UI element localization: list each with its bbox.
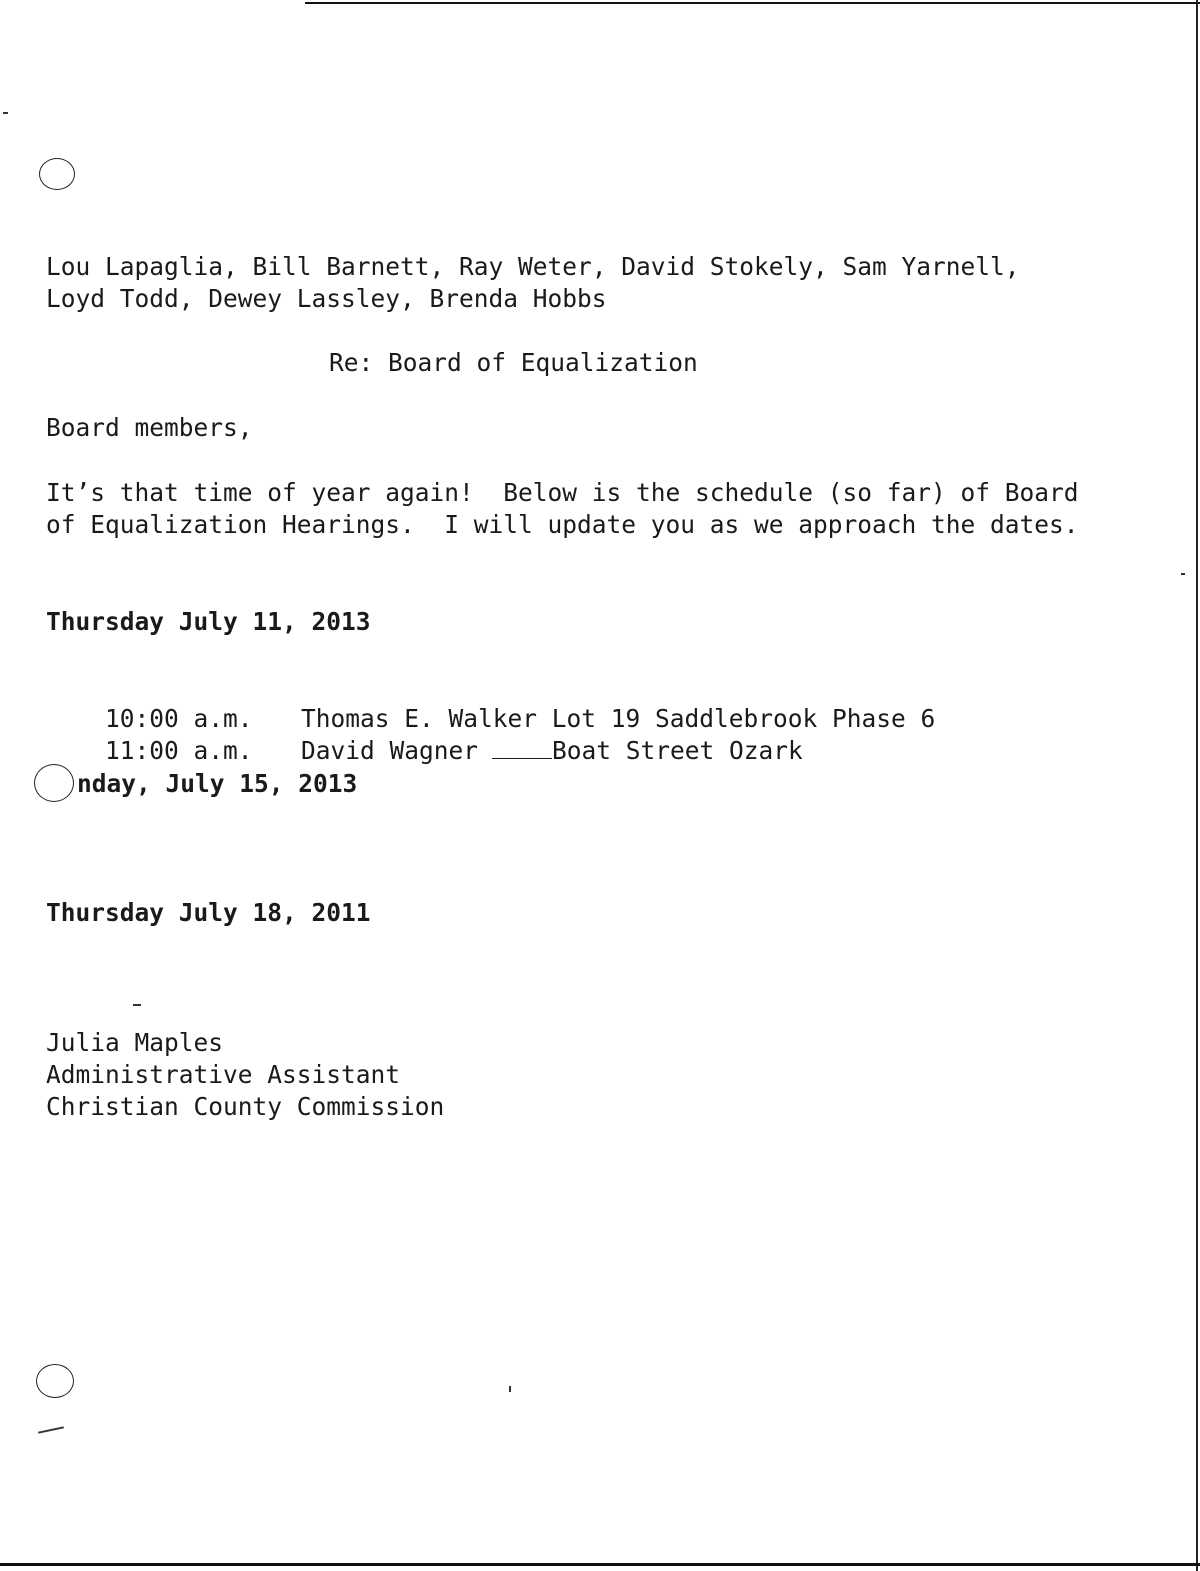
- scan-edge-right: [1196, 0, 1198, 1571]
- punch-hole-bottom: [36, 1364, 74, 1398]
- punch-hole-top: [39, 158, 75, 190]
- signature-name: Julia Maples: [46, 1028, 224, 1057]
- scan-edge-bottom: [0, 1563, 1200, 1566]
- body-line-1: It’s that time of year again! Below is the schedule (so far) of Board: [46, 478, 1079, 507]
- salutation: Board members,: [46, 413, 253, 442]
- signature-title: Administrative Assistant: [46, 1060, 401, 1089]
- scan-edge-top: [305, 2, 1200, 4]
- schedule-date-1: Thursday July 11, 2013: [46, 607, 371, 636]
- hearing-location: Boat Street Ozark: [552, 736, 803, 765]
- scan-speck: [133, 1004, 141, 1006]
- subject-line: Re: Board of Equalization: [329, 348, 698, 377]
- scan-speck: [3, 112, 8, 114]
- schedule-date-2: nday, July 15, 2013: [77, 769, 358, 798]
- scan-speck: [1181, 573, 1185, 575]
- scan-speck: [38, 1426, 64, 1433]
- hearing-time: 11:00 a.m.: [105, 736, 253, 765]
- scan-speck: [509, 1386, 511, 1392]
- recipients-line-2: Loyd Todd, Dewey Lassley, Brenda Hobbs: [46, 284, 607, 313]
- recipients-line-1: Lou Lapaglia, Bill Barnett, Ray Weter, David Stokely, Sam Yarnell,: [46, 252, 1020, 281]
- blank-fill-line: [492, 736, 552, 759]
- signature-organization: Christian County Commission: [46, 1092, 445, 1121]
- schedule-date-3: Thursday July 18, 2011: [46, 898, 371, 927]
- body-line-2: of Equalization Hearings. I will update you as we approach the dates.: [46, 510, 1079, 539]
- hearing-time: 10:00 a.m.: [105, 704, 253, 733]
- hearing-description: David Wagner: [301, 736, 479, 765]
- hearing-description: Thomas E. Walker Lot 19 Saddlebrook Phase 6: [301, 704, 936, 733]
